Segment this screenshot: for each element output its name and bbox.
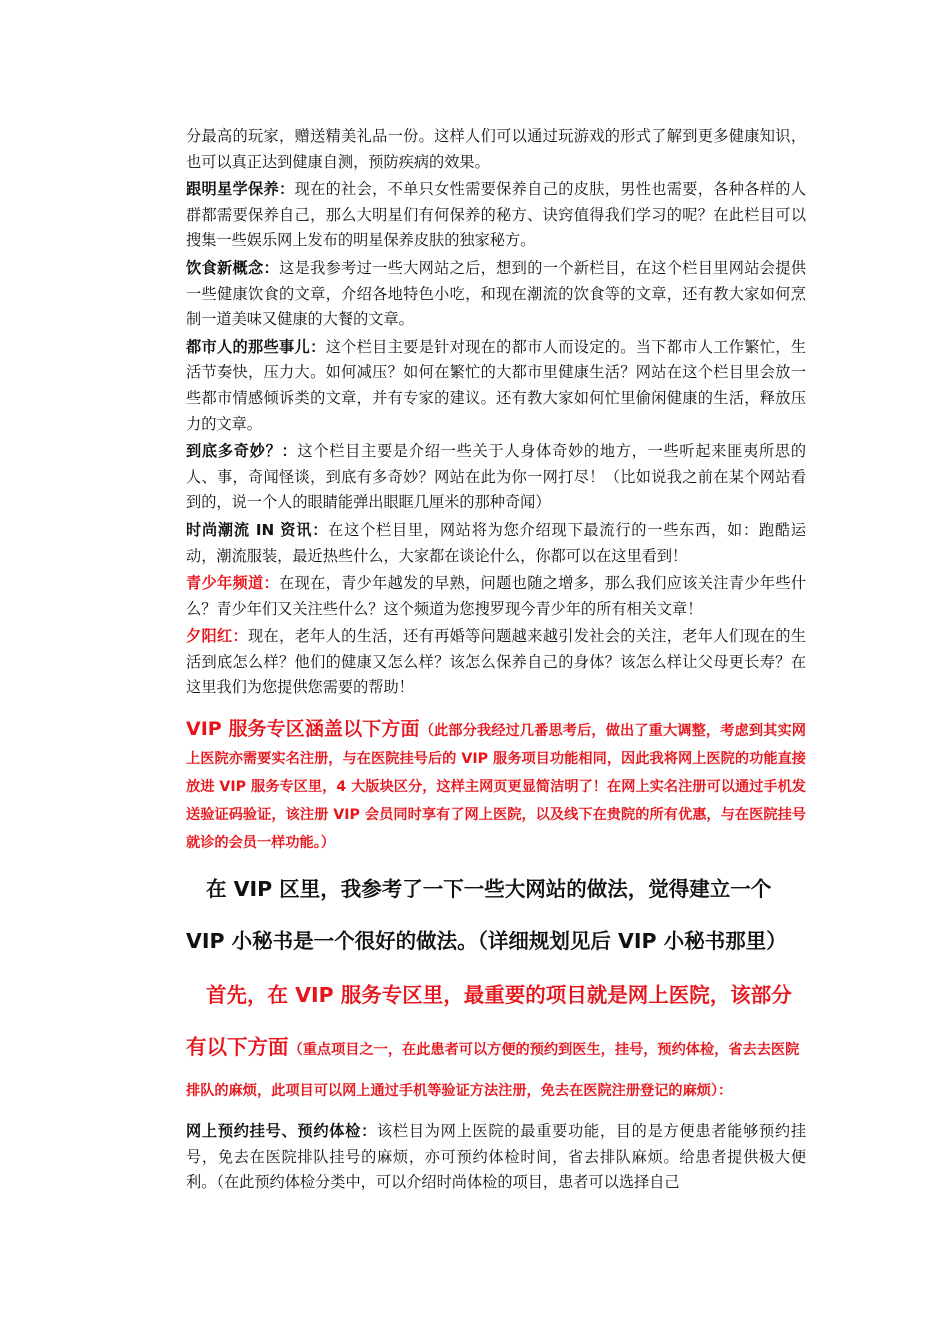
paragraph-text: 这个栏目主要是针对现在的都市人而设定的。当下都市人工作繁忙，生活节奏快，压力大。如何减压？如何在繁忙的大都市里健康生活？网站在这个栏目里会放一些都市情感倾诉类的文章，并有专家的建议。还有教大家如何忙里偷闲健康的生活，释放压力的文章。 xyxy=(186,337,807,433)
paragraph-heading: 网上预约挂号、预约体检： xyxy=(186,1122,377,1141)
vip-section-title: VIP 服务专区涵盖以下方面 xyxy=(186,718,420,741)
paragraph-heading: 饮食新概念： xyxy=(186,258,280,277)
paragraph-text: 这个栏目主要是介绍一些关于人身体奇妙的地方，一些听起来匪夷所思的人、事，奇闻怪谈，到底有多奇妙？网站在此为你一网打尽！（比如说我之前在某个网站看到的，说一个人的眼睛能弹出眼眶几厘米的那种奇闻） xyxy=(186,442,807,512)
vip-section-heading xyxy=(186,715,806,857)
paragraph-heading: 跟明星学保养： xyxy=(186,180,295,199)
paragraph-heading: 青少年频道： xyxy=(186,574,280,593)
paragraph-game-prize xyxy=(186,124,806,175)
paragraph-text: 现在的社会，不单只女性需要保养自己的皮肤，男性也需要，各种各样的人群都需要保养自己，那么大明星们有何保养的秘方、诀窍值得我们学习的呢？在此栏目可以搜集一些娱乐网上发布的明星保养皮肤的独家秘方。 xyxy=(186,180,807,250)
online-hospital-title: 首先，在 VIP 服务专区里，最重要的项目就是网上医院，该部分有以下方面 xyxy=(186,983,792,1060)
paragraph-wonders xyxy=(186,439,806,516)
paragraph-heading: 夕阳红： xyxy=(186,627,249,646)
paragraph-diet-concept xyxy=(186,256,806,333)
online-hospital-heading xyxy=(186,969,806,1109)
paragraph-elderly xyxy=(186,624,806,701)
vip-secretary-paragraph: 在 VIP 区里，我参考了一下一些大网站的做法，觉得建立一个 VIP 小秘书是一个很好的做法。（详细规划见后 VIP 小秘书那里） xyxy=(186,877,787,954)
paragraph-text: 分最高的玩家，赠送精美礼品一份。这样人们可以通过玩游戏的形式了解到更多健康知识，也可以真正达到健康自测，预防疾病的效果。 xyxy=(186,127,806,171)
vip-section-note: （此部分我经过几番思考后，做出了重大调整，考虑到其实网上医院亦需要实名注册，与在医院挂号后的 VIP 服务项目功能相同，因此我将网上医院的功能直接放进 VIP 服务专区里，4 大版块区分，这样主网页更显简洁明了！在网上实名注册可以通过手机发送验证码验证，该注册 VIP 会员同时享有了网上医院，以及线下在贵院的所有优惠，与在医院挂号就诊的会员一样功能。） xyxy=(186,723,806,852)
paragraph-heading: 时尚潮流 IN 资讯： xyxy=(186,520,329,539)
paragraph-text: 在这个栏目里，网站将为您介绍现下最流行的一些东西，如：跑酷运动，潮流服装，最近热些什么，大家都在谈论什么，你都可以在这里看到！ xyxy=(186,520,807,565)
paragraph-text: 在现在，青少年越发的早熟，问题也随之增多，那么我们应该关注青少年些什么？青少年们又关注些什么？这个频道为您搜罗现今青少年的所有相关文章！ xyxy=(186,574,807,618)
paragraph-youth-channel xyxy=(186,571,806,622)
paragraph-urban-life xyxy=(186,335,806,437)
paragraph-text: 这是我参考过一些大网站之后，想到的一个新栏目，在这个栏目里网站会提供一些健康饮食的文章，介绍各地特色小吃，和现在潮流的饮食等的文章，还有教大家如何烹制一道美味又健康的大餐的文章。 xyxy=(186,258,807,329)
paragraph-heading: 到底多奇妙？： xyxy=(186,442,298,461)
paragraph-heading: 都市人的那些事儿： xyxy=(186,337,326,356)
paragraph-online-booking xyxy=(186,1119,806,1196)
paragraph-text: 现在，老年人的生活，还有再婚等问题越来越引发社会的关注，老年人们现在的生活到底怎么样？他们的健康又怎么样？该怎么保养自己的身体？该怎么样让父母更长寿？在这里我们为您提供您需要的帮助！ xyxy=(186,627,807,697)
online-hospital-note: （重点项目之一，在此患者可以方便的预约到医生，挂号，预约体检，省去去医院排队的麻烦，此项目可以网上通过手机等验证方法注册，免去在医院注册登记的麻烦）： xyxy=(186,1042,800,1100)
paragraph-celebrity-care xyxy=(186,177,806,254)
document-page xyxy=(186,124,806,1198)
paragraph-text: 该栏目为网上医院的最重要功能，目的是方便患者能够预约挂号，免去在医院排队挂号的麻烦，亦可预约体检时间，省去排队麻烦。给患者提供极大便利。（在此预约体检分类中，可以介绍时尚体检的项目，患者可以选择自己 xyxy=(186,1122,807,1192)
paragraph-fashion xyxy=(186,518,806,569)
